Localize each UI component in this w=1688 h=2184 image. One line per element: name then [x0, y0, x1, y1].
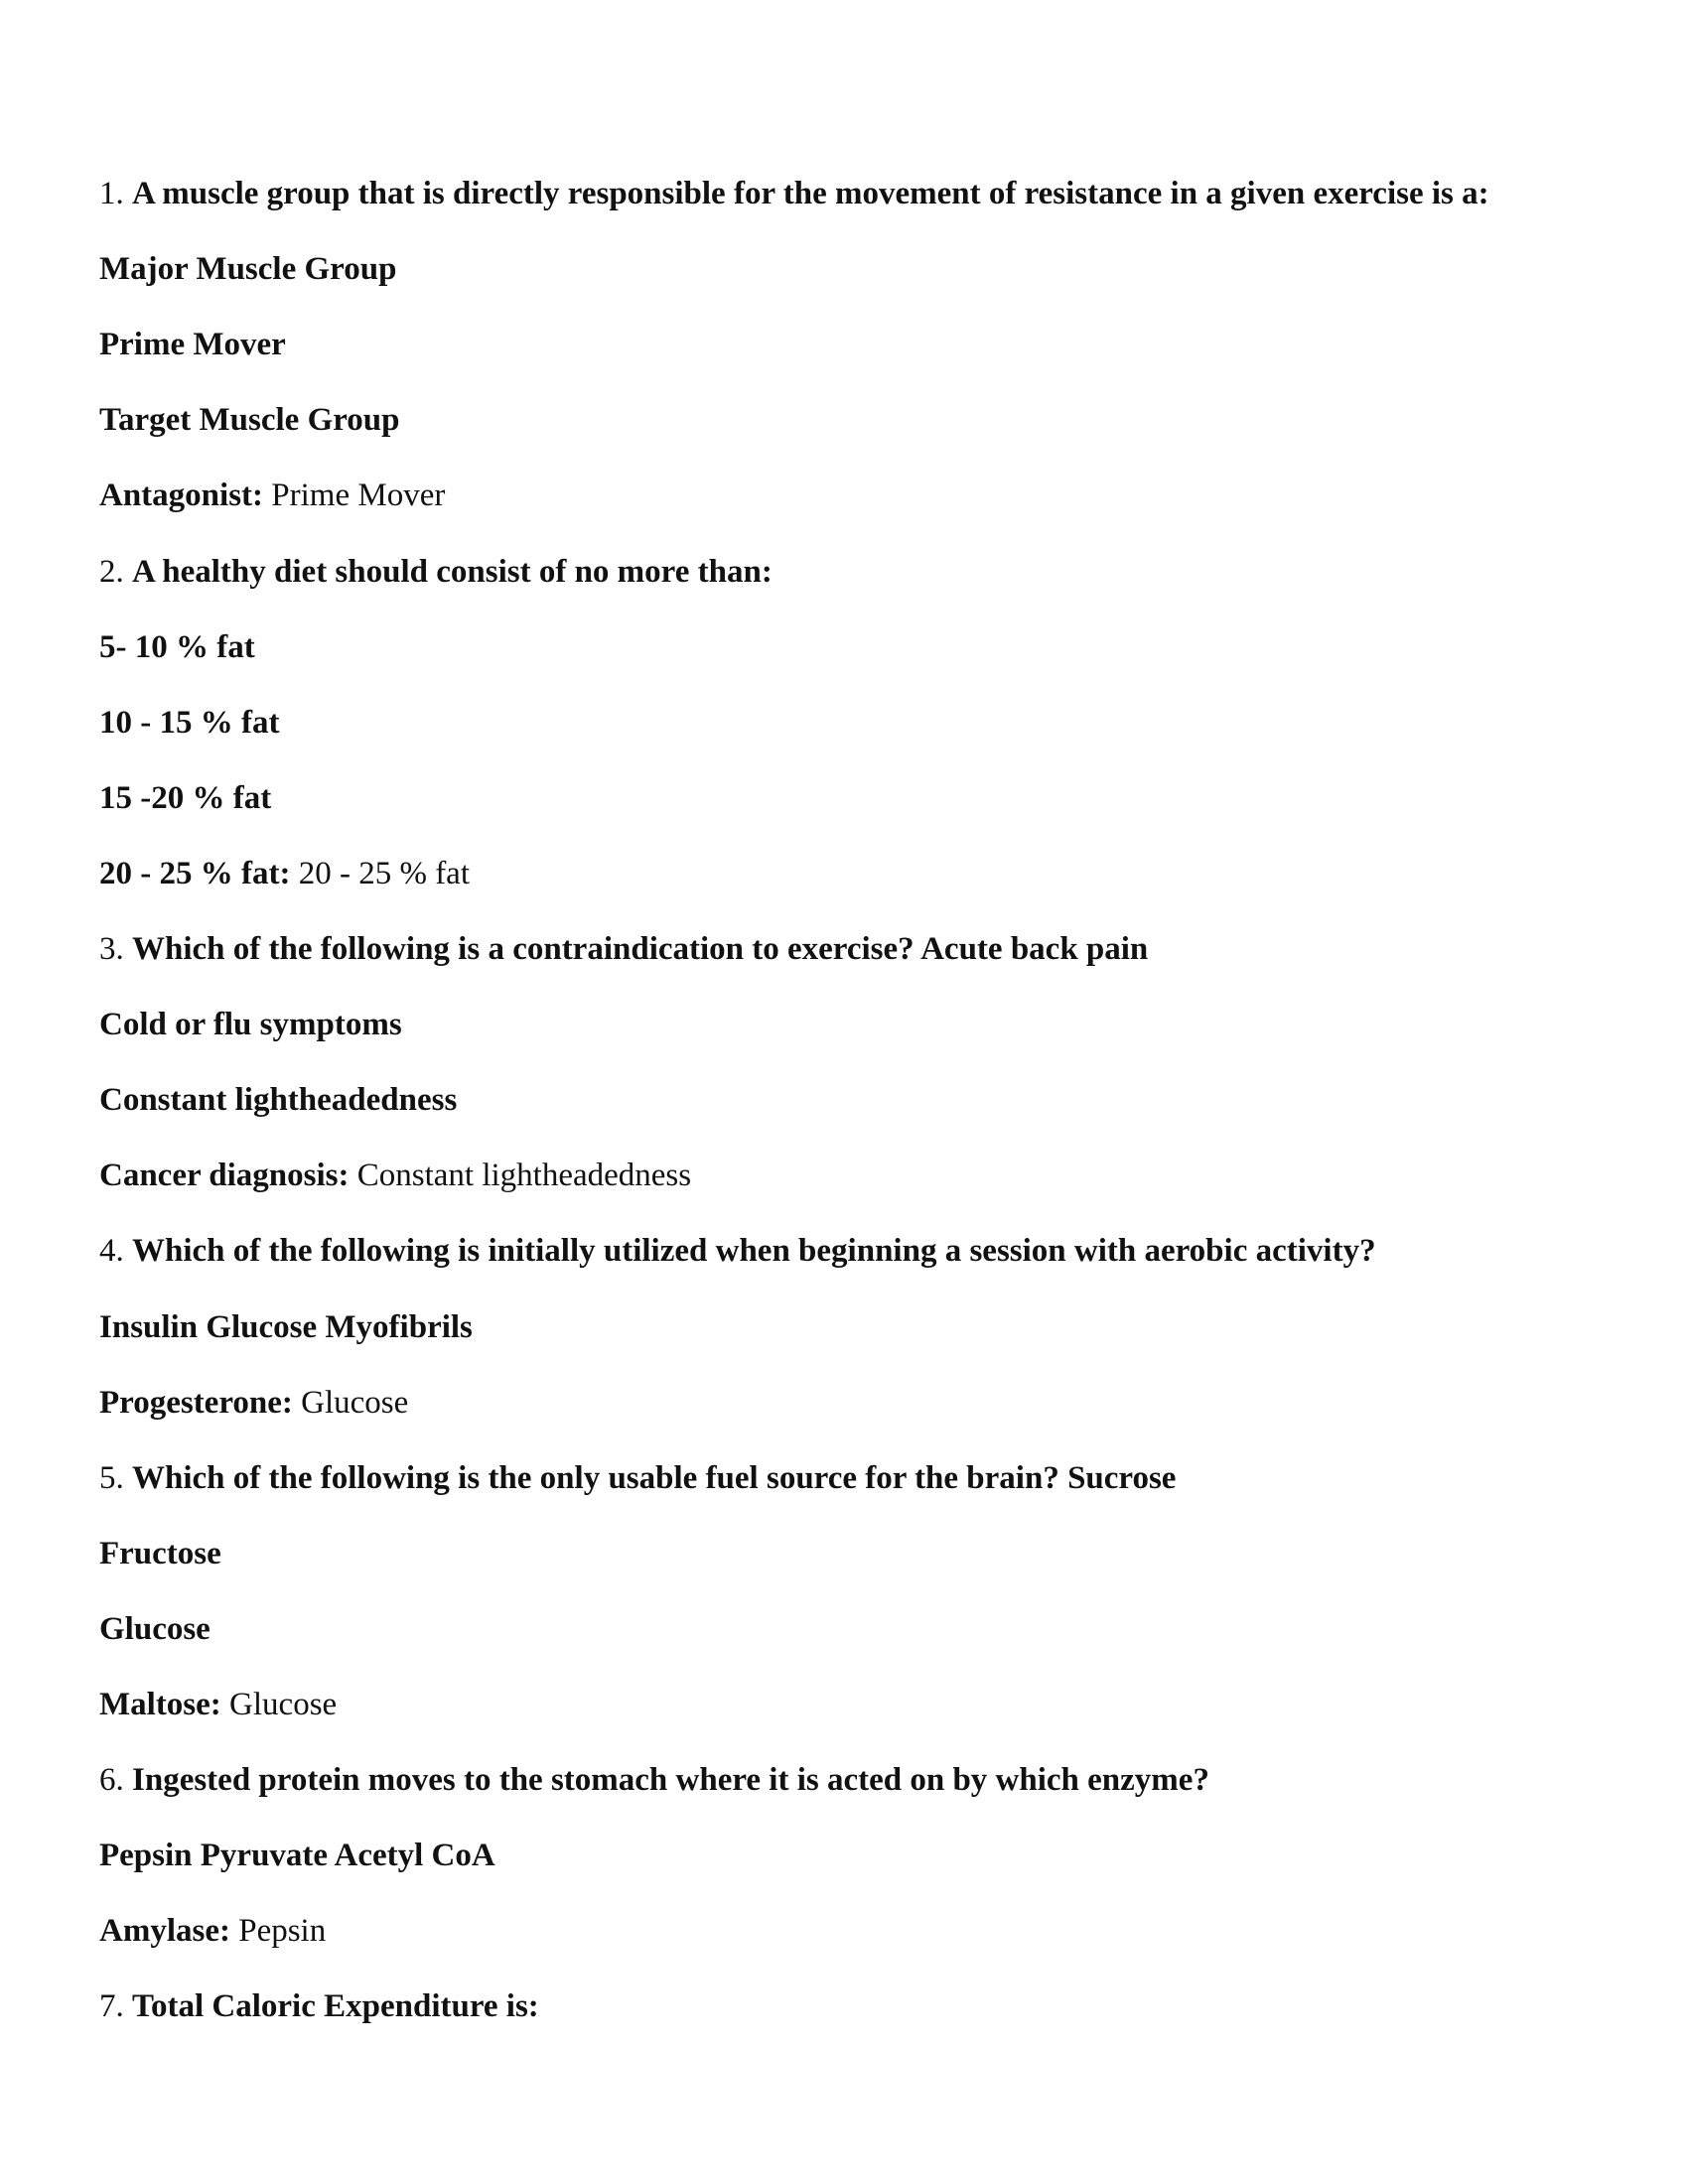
option-label: 20 - 25 % fat: [99, 856, 291, 891]
question-text: Which of the following is the only usable fuel source for the brain? Sucrose [132, 1460, 1177, 1496]
question-6-stem [99, 1760, 1209, 1800]
question-3-answer-line [99, 1156, 691, 1195]
answer-text: Constant lightheadedness [356, 1158, 692, 1193]
question-number: 3. [99, 931, 124, 967]
question-1-stem [99, 174, 1489, 213]
question-6-option-1: Pepsin Pyruvate Acetyl CoA [99, 1838, 495, 1873]
answer-text: Glucose [301, 1385, 409, 1421]
question-text: Which of the following is initially utilized when beginning a session with aerobic activity? [132, 1233, 1376, 1269]
option-label: Antagonist: [99, 478, 264, 513]
question-6-answer-line [99, 1911, 326, 1951]
question-4-answer-line [99, 1383, 408, 1423]
question-3-option-2: Constant lightheadedness [99, 1082, 458, 1118]
question-number: 6. [99, 1762, 124, 1798]
question-2-option-3: 15 -20 % fat [99, 780, 272, 816]
question-1-option-2: Prime Mover [99, 327, 286, 362]
question-2-option-1: 5- 10 % fat [99, 629, 255, 665]
question-1-option-3: Target Muscle Group [99, 402, 400, 438]
question-number: 1. [99, 176, 124, 211]
question-number: 2. [99, 554, 124, 590]
option-label: Progesterone: [99, 1385, 293, 1421]
question-4-stem [99, 1231, 1376, 1271]
question-1-answer-line [99, 476, 445, 515]
question-text: Which of the following is a contraindication to exercise? Acute back pain [132, 931, 1149, 967]
question-2-answer-line [99, 854, 470, 893]
answer-text: Pepsin [238, 1913, 327, 1949]
question-text: Total Caloric Expenditure is: [132, 1988, 539, 2024]
question-5-option-1: Fructose [99, 1536, 221, 1571]
question-7-stem [99, 1986, 539, 2026]
answer-text: Prime Mover [271, 478, 446, 513]
question-number: 4. [99, 1233, 124, 1269]
option-label: Amylase: [99, 1913, 230, 1949]
question-text: A healthy diet should consist of no more than: [132, 554, 773, 590]
question-3-stem [99, 929, 1148, 969]
question-text: Ingested protein moves to the stomach where it is acted on by which enzyme? [132, 1762, 1209, 1798]
question-5-answer-line [99, 1685, 337, 1724]
question-1-option-1: Major Muscle Group [99, 251, 397, 287]
question-5-stem [99, 1458, 1176, 1498]
question-3-option-1: Cold or flu symptoms [99, 1007, 402, 1042]
question-number: 7. [99, 1988, 124, 2024]
question-2-stem [99, 552, 773, 592]
answer-text: Glucose [229, 1687, 338, 1722]
question-4-option-1: Insulin Glucose Myofibrils [99, 1309, 473, 1345]
question-5-option-2: Glucose [99, 1611, 211, 1647]
question-number: 5. [99, 1460, 124, 1496]
option-label: Maltose: [99, 1687, 221, 1722]
question-2-option-2: 10 - 15 % fat [99, 705, 280, 741]
option-label: Cancer diagnosis: [99, 1158, 350, 1193]
question-text: A muscle group that is directly responsible for the movement of resistance in a given exercise is a: [132, 176, 1489, 211]
answer-text: 20 - 25 % fat [298, 856, 471, 891]
